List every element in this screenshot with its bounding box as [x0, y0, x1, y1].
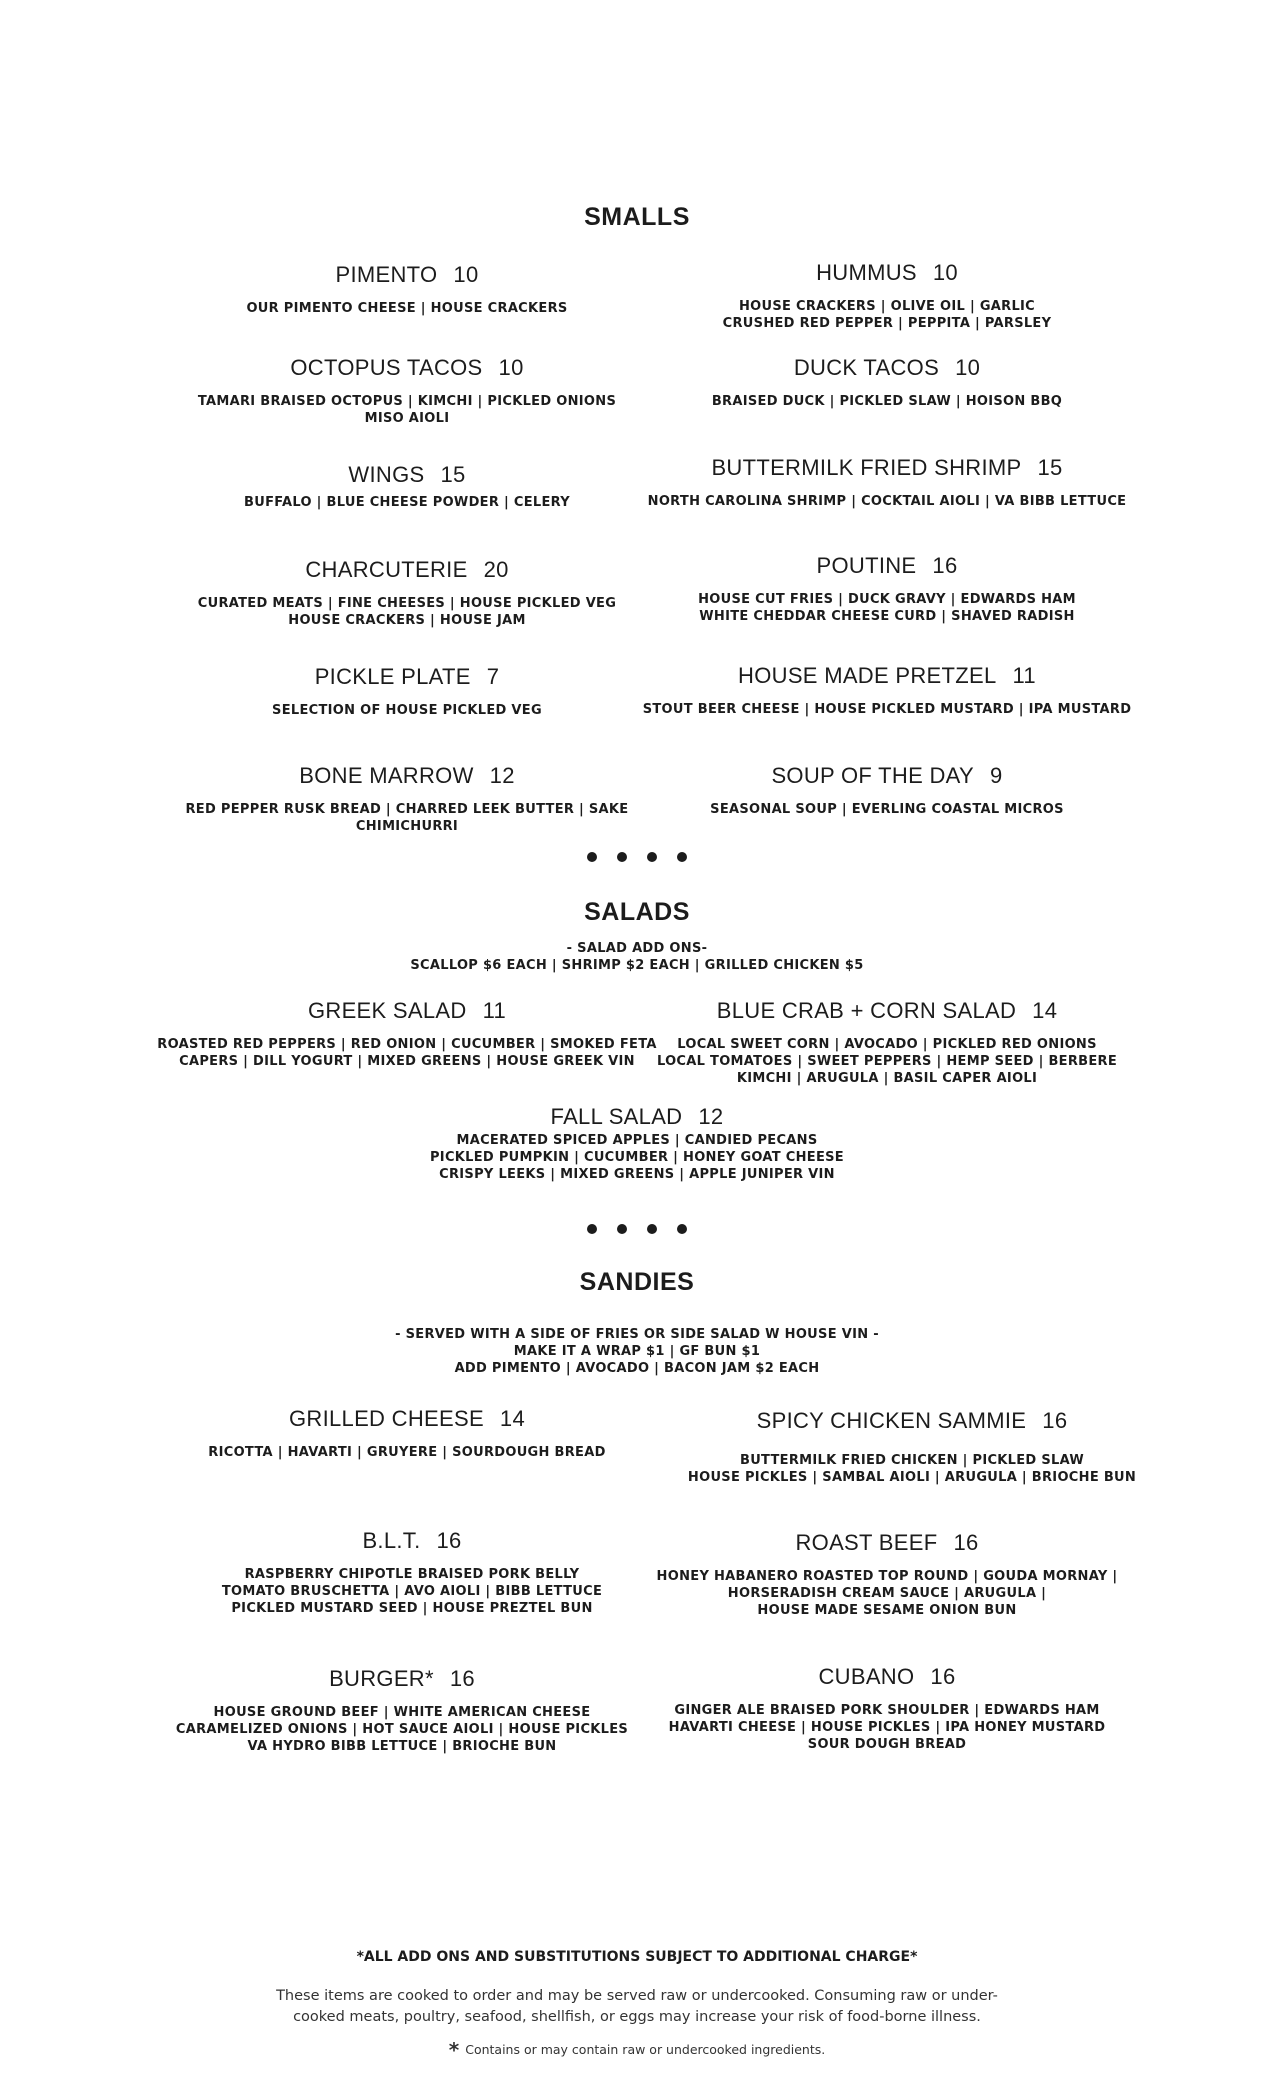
- item-desc-line: SEASONAL SOUP | EVERLING COASTAL MICROS: [710, 802, 1064, 817]
- item-desc-line: CRISPY LEEKS | MIXED GREENS | APPLE JUNIPER VIN: [439, 1167, 835, 1182]
- item-name: POUTINE: [816, 553, 917, 578]
- menu-item-roast-beef: [637, 1530, 1137, 1619]
- item-desc-line: WHITE CHEDDAR CHEESE CURD | SHAVED RADISH: [699, 609, 1075, 624]
- item-name: BONE MARROW: [299, 763, 474, 788]
- menu-item-soup-of-the-day: [687, 763, 1087, 818]
- divider-dot: [617, 1224, 627, 1234]
- item-name: ROAST BEEF: [795, 1530, 938, 1555]
- item-desc-line: RICOTTA | HAVARTI | GRUYERE | SOURDOUGH BREAD: [208, 1445, 606, 1460]
- menu-item-poutine: [662, 553, 1112, 625]
- item-price: 10: [453, 262, 479, 287]
- menu-item-bone-marrow: [157, 763, 657, 835]
- note-line: MAKE IT A WRAP $1 | GF BUN $1: [513, 1344, 761, 1359]
- item-desc-line: MISO AIOLI: [364, 411, 450, 426]
- note-line: SCALLOP $6 EACH | SHRIMP $2 EACH | GRILLED CHICKEN $5: [410, 958, 864, 973]
- menu-item-cubano: [637, 1664, 1137, 1753]
- item-desc-line: MACERATED SPICED APPLES | CANDIED PECANS: [456, 1133, 818, 1148]
- item-desc-line: HOUSE PICKLES | SAMBAL AIOLI | ARUGULA | BRIOCHE BUN: [687, 1470, 1137, 1485]
- item-price: 11: [1012, 663, 1036, 688]
- item-price: 16: [932, 553, 958, 578]
- item-name: DUCK TACOS: [793, 355, 940, 380]
- item-desc-line: NORTH CAROLINA SHRIMP | COCKTAIL AIOLI | VA BIBB LETTUCE: [647, 494, 1127, 509]
- item-name: CUBANO: [818, 1664, 915, 1689]
- item-name: BURGER*: [329, 1666, 434, 1691]
- menu-item-blue-crab-corn-salad: [637, 998, 1137, 1087]
- menu-item-greek-salad: [127, 998, 687, 1070]
- disclaimer-line: These items are cooked to order and may be served raw or undercooked. Consuming raw or under-: [276, 1988, 998, 2004]
- item-desc-line: RASPBERRY CHIPOTLE BRAISED PORK BELLY: [244, 1567, 580, 1582]
- divider-dot: [677, 852, 687, 862]
- item-name: CHARCUTERIE: [305, 557, 468, 582]
- menu-item-duck-tacos: [687, 355, 1087, 410]
- item-desc-line: HAVARTI CHEESE | HOUSE PICKLES | IPA HONEY MUSTARD: [668, 1720, 1106, 1735]
- item-desc-line: HOUSE CUT FRIES | DUCK GRAVY | EDWARDS HAM: [698, 592, 1076, 607]
- menu-item-buttermilk-fried-shrimp: [637, 455, 1137, 510]
- menu-item-grilled-cheese: [187, 1406, 627, 1461]
- item-desc-line: BUFFALO | BLUE CHEESE POWDER | CELERY: [244, 495, 570, 510]
- divider-dot: [587, 852, 597, 862]
- disclaimer-line: cooked meats, poultry, seafood, shellfish, or eggs may increase your risk of food-borne illness.: [293, 2009, 981, 2025]
- section-title-sandies: SANDIES: [579, 1268, 695, 1296]
- item-desc-line: SELECTION OF HOUSE PICKLED VEG: [272, 703, 542, 718]
- item-desc-line: HORSERADISH CREAM SAUCE | ARUGULA |: [727, 1586, 1047, 1601]
- item-desc-line: CHIMICHURRI: [355, 819, 459, 834]
- item-desc-line: CURATED MEATS | FINE CHEESES | HOUSE PICKLED VEG: [197, 596, 617, 611]
- item-name: FALL SALAD: [550, 1104, 683, 1129]
- item-desc-line: HONEY HABANERO ROASTED TOP ROUND | GOUDA MORNAY |: [656, 1569, 1118, 1584]
- item-name: OCTOPUS TACOS: [290, 355, 483, 380]
- menu-item-hummus: [687, 260, 1087, 332]
- item-name: PICKLE PLATE: [314, 664, 471, 689]
- item-name: B.L.T.: [362, 1528, 421, 1553]
- item-name: GREEK SALAD: [307, 998, 467, 1023]
- section-divider-dots: [587, 852, 687, 862]
- item-price: 9: [990, 763, 1003, 788]
- item-desc-line: GINGER ALE BRAISED PORK SHOULDER | EDWARDS HAM: [674, 1703, 1100, 1718]
- item-desc-line: PICKLED MUSTARD SEED | HOUSE PREZTEL BUN: [231, 1601, 593, 1616]
- divider-dot: [617, 852, 627, 862]
- item-desc-line: HOUSE GROUND BEEF | WHITE AMERICAN CHEESE: [213, 1705, 591, 1720]
- divider-dot: [647, 852, 657, 862]
- item-name: SPICY CHICKEN SAMMIE: [756, 1408, 1027, 1433]
- item-desc-line: CRUSHED RED PEPPER | PEPPITA | PARSLEY: [722, 316, 1052, 331]
- menu-item-charcuterie: [157, 557, 657, 629]
- item-name: BLUE CRAB + CORN SALAD: [716, 998, 1017, 1023]
- divider-dot: [677, 1224, 687, 1234]
- section-divider-dots: [587, 1224, 687, 1234]
- menu-item-house-made-pretzel: [637, 663, 1137, 718]
- item-price: 12: [698, 1104, 724, 1129]
- item-desc-line: OUR PIMENTO CHEESE | HOUSE CRACKERS: [246, 301, 568, 316]
- salad-addons-note: [337, 940, 937, 974]
- item-name: WINGS: [348, 462, 425, 487]
- item-desc-line: BUTTERMILK FRIED CHICKEN | PICKLED SLAW: [739, 1453, 1085, 1468]
- divider-dot: [647, 1224, 657, 1234]
- item-price: 12: [489, 763, 515, 788]
- item-desc-line: HOUSE CRACKERS | HOUSE JAM: [288, 613, 526, 628]
- item-price: 15: [440, 462, 466, 487]
- raw-ingredients-note: [337, 2038, 937, 2062]
- item-price: 15: [1037, 455, 1063, 480]
- asterisk-icon: *: [448, 2038, 460, 2062]
- menu-item-blt: [162, 1528, 662, 1617]
- item-price: 16: [1042, 1408, 1068, 1433]
- menu-item-pickle-plate: [207, 664, 607, 719]
- item-price: 10: [498, 355, 524, 380]
- item-price: 14: [499, 1406, 525, 1431]
- item-price: 10: [955, 355, 981, 380]
- menu-item-wings: [207, 462, 607, 511]
- item-name: SOUP OF THE DAY: [771, 763, 974, 788]
- item-name: HUMMUS: [816, 260, 917, 285]
- raw-note-text: Contains or may contain raw or undercooked ingredients.: [465, 2042, 826, 2057]
- section-title-smalls: SMALLS: [584, 203, 690, 231]
- note-line: - SALAD ADD ONS-: [566, 941, 708, 956]
- item-desc-line: TAMARI BRAISED OCTOPUS | KIMCHI | PICKLED ONIONS: [197, 394, 617, 409]
- divider-dot: [587, 1224, 597, 1234]
- menu-item-octopus-tacos: [157, 355, 657, 427]
- note-line: ADD PIMENTO | AVOCADO | BACON JAM $2 EACH: [454, 1361, 820, 1376]
- raw-food-disclaimer: [187, 1986, 1087, 2028]
- section-title-salads: SALADS: [584, 898, 690, 926]
- item-price: 10: [932, 260, 958, 285]
- item-desc-line: VA HYDRO BIBB LETTUCE | BRIOCHE BUN: [247, 1739, 557, 1754]
- item-price: 16: [930, 1664, 956, 1689]
- menu-item-pimento: [207, 262, 607, 317]
- item-desc-line: SOUR DOUGH BREAD: [807, 1737, 967, 1752]
- item-price: 14: [1032, 998, 1058, 1023]
- item-price: 7: [486, 664, 500, 689]
- item-desc-line: TOMATO BRUSCHETTA | AVO AIOLI | BIBB LETTUCE: [221, 1584, 603, 1599]
- item-name: GRILLED CHEESE: [288, 1406, 484, 1431]
- item-desc-line: LOCAL TOMATOES | SWEET PEPPERS | HEMP SEED | BERBERE: [656, 1054, 1118, 1069]
- item-desc-line: BRAISED DUCK | PICKLED SLAW | HOISON BBQ: [711, 394, 1063, 409]
- item-desc-line: CARAMELIZED ONIONS | HOT SAUCE AIOLI | HOUSE PICKLES: [175, 1722, 629, 1737]
- item-desc-line: HOUSE MADE SESAME ONION BUN: [757, 1603, 1017, 1618]
- item-desc-line: LOCAL SWEET CORN | AVOCADO | PICKLED RED ONIONS: [677, 1037, 1097, 1052]
- sandies-notes: [337, 1326, 937, 1377]
- item-desc-line: STOUT BEER CHEESE | HOUSE PICKLED MUSTARD | IPA MUSTARD: [642, 702, 1132, 717]
- item-price: 16: [449, 1666, 475, 1691]
- menu-item-burger: [142, 1666, 662, 1755]
- item-desc-line: CAPERS | DILL YOGURT | MIXED GREENS | HOUSE GREEK VIN: [179, 1054, 635, 1069]
- item-name: HOUSE MADE PRETZEL: [738, 663, 997, 688]
- item-name: BUTTERMILK FRIED SHRIMP: [711, 455, 1022, 480]
- item-name: PIMENTO: [335, 262, 438, 287]
- note-line: - SERVED WITH A SIDE OF FRIES OR SIDE SALAD W HOUSE VIN -: [395, 1327, 879, 1342]
- item-desc-line: RED PEPPER RUSK BREAD | CHARRED LEEK BUTTER | SAKE: [185, 802, 629, 817]
- item-desc-line: HOUSE CRACKERS | OLIVE OIL | GARLIC: [738, 299, 1036, 314]
- item-price: 16: [953, 1530, 979, 1555]
- item-desc-line: KIMCHI | ARUGULA | BASIL CAPER AIOLI: [736, 1071, 1038, 1086]
- item-price: 20: [483, 557, 509, 582]
- menu-item-fall-salad: [387, 1104, 887, 1183]
- item-desc-line: ROASTED RED PEPPERS | RED ONION | CUCUMBER | SMOKED FETA: [157, 1037, 657, 1052]
- item-desc-line: PICKLED PUMPKIN | CUCUMBER | HONEY GOAT CHEESE: [429, 1150, 844, 1165]
- item-price: 11: [482, 998, 507, 1023]
- additional-charge-note: *ALL ADD ONS AND SUBSTITUTIONS SUBJECT TO ADDITIONAL CHARGE*: [356, 1949, 918, 1965]
- menu-item-spicy-chicken-sammie: [662, 1408, 1162, 1486]
- item-price: 16: [436, 1528, 462, 1553]
